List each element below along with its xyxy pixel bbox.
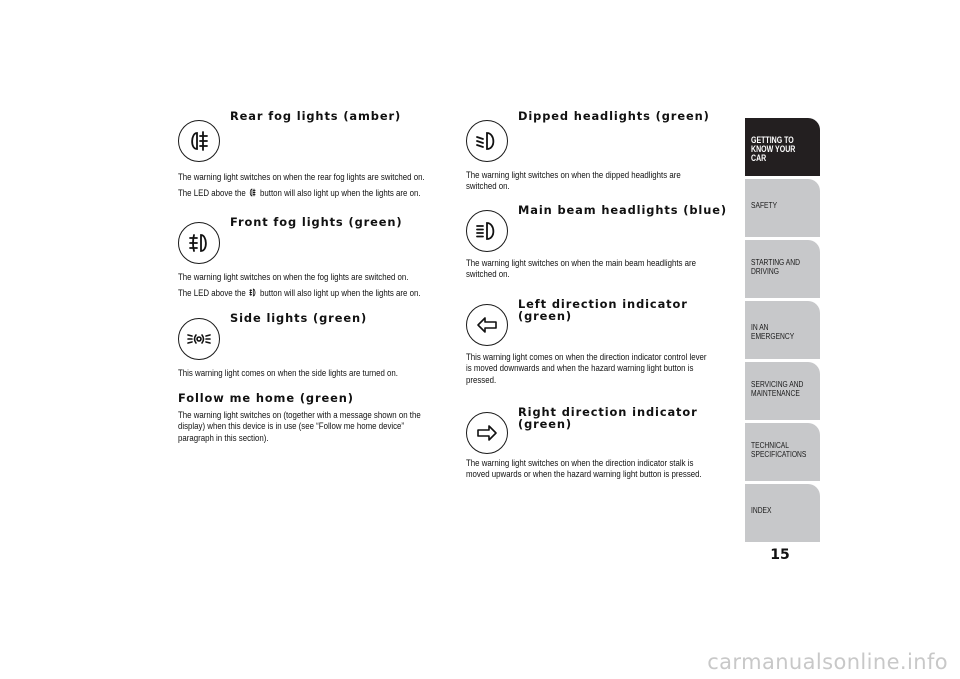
left-indicator-entry (466, 298, 734, 406)
right-indicator-title-2: (green) (518, 417, 573, 431)
dipped-line-1: The warning light switches on when the dipped headlights are (466, 170, 681, 181)
front-fog-text-2: The LED above the button will also light up when the lights are on. (178, 288, 421, 300)
right-indicator-line-1: The warning light switches on when the direction indicator stalk is (466, 458, 694, 469)
dipped-entry (466, 110, 734, 204)
right-indicator-entry (466, 406, 734, 496)
left-indicator-title-1: Left direction indicator (518, 297, 688, 311)
left-indicator-title-2: (green) (518, 309, 573, 323)
front-fog-light-icon (178, 222, 220, 264)
side-lights-text: This warning light comes on when the side lights are turned on. (178, 368, 398, 379)
right-indicator-title-1: Right direction indicator (518, 405, 698, 419)
left-indicator-line-2: is moved downwards and when the hazard warning light button is (466, 363, 694, 375)
tab-getting-to-know-your-car[interactable]: GETTING TO KNOW YOUR CAR (745, 118, 820, 177)
right-column (466, 110, 734, 496)
left-indicator-line-3: pressed. (466, 374, 497, 386)
front-fog-text-1: The warning light switches on when the fog lights are switched on. (178, 272, 409, 283)
side-lights-entry (178, 312, 456, 392)
right-arrow-icon (466, 412, 508, 454)
side-lights-icon (178, 318, 220, 360)
left-column (178, 110, 456, 444)
right-indicator-line-2: moved upwards or when the hazard warning light button is pressed. (466, 469, 702, 481)
tab-index[interactable]: INDEX (745, 484, 820, 543)
chapter-sidebar (745, 118, 820, 545)
follow-me-title: Follow me home (green) (178, 391, 354, 405)
dipped-line-2: switched on. (466, 181, 510, 193)
main-beam-entry (466, 204, 734, 298)
tab-safety[interactable]: SAFETY (745, 179, 820, 238)
main-beam-headlights-icon (466, 210, 508, 252)
rear-fog-light-icon (178, 120, 220, 162)
main-beam-line-1: The warning light switches on when the main beam headlights are (466, 258, 697, 269)
follow-me-entry (178, 392, 456, 444)
tab-servicing-and-maintenance[interactable]: SERVICING AND MAINTENANCE (745, 362, 820, 421)
front-fog-inline-icon (248, 287, 258, 298)
side-lights-title: Side lights (green) (230, 311, 368, 325)
dipped-title: Dipped headlights (green) (518, 109, 710, 123)
follow-me-line-1: The warning light switches on (together with a message shown on the (178, 410, 421, 421)
rear-fog-entry (178, 110, 456, 216)
front-fog-entry (178, 216, 456, 312)
tab-starting-and-driving[interactable]: STARTING AND DRIVING (745, 240, 820, 299)
rear-fog-text-1: The warning light switches on when the rear fog lights are switched on. (178, 172, 425, 183)
rear-fog-text-2: The LED above the button will also light up when the lights are on. (178, 188, 421, 200)
main-beam-line-2: switched on. (466, 269, 510, 281)
follow-me-line-3: paragraph in this section). (178, 432, 269, 444)
dipped-headlights-icon (466, 120, 508, 162)
follow-me-line-2: display) when this device is in use (see “Follow me home device” (178, 421, 405, 433)
watermark: carmanualsonline.info (707, 650, 948, 674)
main-beam-title: Main beam headlights (blue) (518, 203, 727, 217)
left-arrow-icon (466, 304, 508, 346)
tab-in-an-emergency[interactable]: IN AN EMERGENCY (745, 301, 820, 360)
front-fog-title: Front fog lights (green) (230, 215, 403, 229)
tab-technical-specifications[interactable]: TECHNICAL SPECIFICATIONS (745, 423, 820, 482)
rear-fog-inline-icon (248, 187, 258, 198)
page-number: 15 (770, 547, 790, 563)
left-indicator-line-1: This warning light comes on when the direction indicator control lever (466, 352, 707, 363)
rear-fog-title: Rear fog lights (amber) (230, 109, 402, 123)
